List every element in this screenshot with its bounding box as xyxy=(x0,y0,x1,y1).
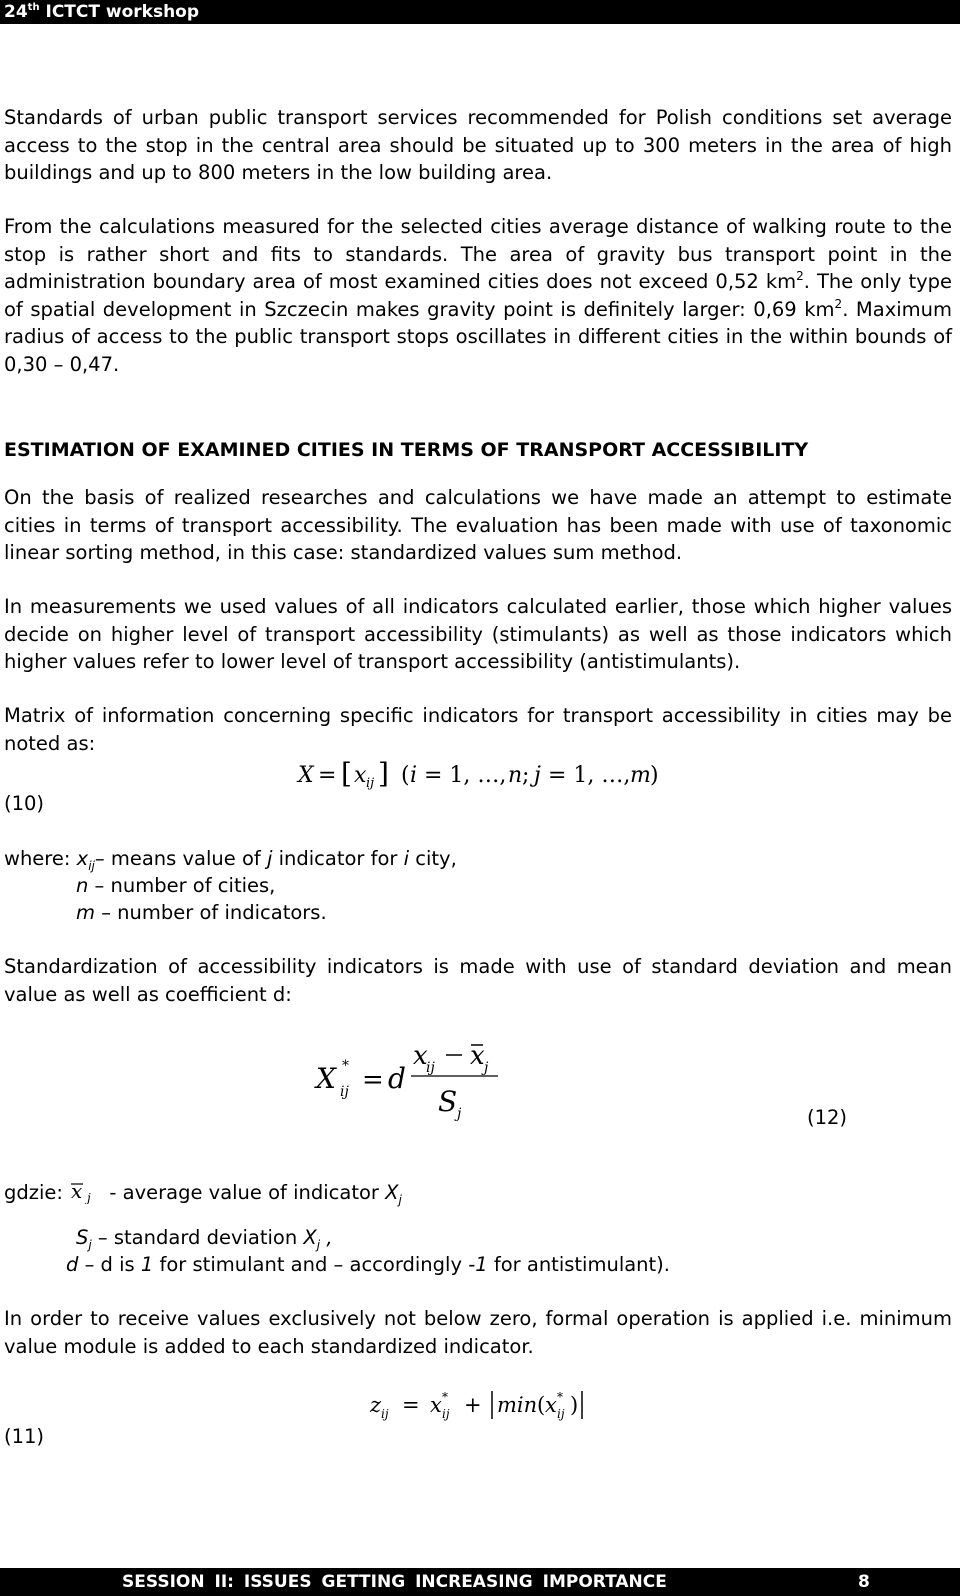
symbol-one: 1 xyxy=(140,1253,154,1276)
header-edition: 24 xyxy=(4,2,28,22)
where-line-m xyxy=(76,899,327,926)
svg-text:): ) xyxy=(650,763,659,788)
svg-text:]: ] xyxy=(378,757,389,790)
symbol-m: m xyxy=(76,901,95,924)
where-label: where: xyxy=(4,847,77,870)
gdzie-line-xbar xyxy=(4,1179,402,1214)
svg-text:x: x xyxy=(545,1393,557,1417)
paragraph-calculations-b: . The only type of spatial development in Szczecin makes gravity point is definitely larger: 0,69 km xyxy=(4,270,952,321)
symbol-minus-one: -1 xyxy=(468,1253,488,1276)
page-header xyxy=(0,0,960,24)
superscript-2-a: 2 xyxy=(796,269,804,283)
svg-text:): ) xyxy=(570,1393,579,1417)
svg-text:(: ( xyxy=(537,1393,546,1417)
paragraph-standards: Standards of urban public transport services recommended for Polish conditions set average access to the stop in the central area should be situated up to 300 meters in the area of high buildings and up to 800 meters in the low building area. xyxy=(4,106,952,184)
footer-page-number: 8 xyxy=(858,1572,870,1592)
n-desc: – number of cities, xyxy=(88,874,276,897)
paragraph-calculations xyxy=(4,213,952,378)
svg-text:j: j xyxy=(457,1106,462,1122)
formula-standardization xyxy=(312,1036,512,1126)
svg-text:=: = xyxy=(362,1065,384,1095)
equation-number-12: (12) xyxy=(807,1106,848,1129)
xbar-desc: - average value of indicator xyxy=(103,1181,386,1204)
svg-text:x: x xyxy=(413,1041,428,1071)
paragraph-operation: In order to receive values exclusively not below zero, formal operation is applied i.e. minimum value module is added to each standardized indicator. xyxy=(4,1307,952,1358)
d-desc2: for stimulant and – accordingly xyxy=(153,1253,469,1276)
symbol-X: X xyxy=(385,1181,399,1204)
paragraph-matrix: Matrix of information concerning specific indicators for transport accessibility in cities may be noted as: xyxy=(4,704,952,755)
svg-text:x: x xyxy=(430,1393,442,1417)
svg-text:*: * xyxy=(342,1058,349,1074)
symbol-i: i xyxy=(403,847,410,870)
svg-text:ij: ij xyxy=(557,1407,565,1421)
svg-text:=: = xyxy=(318,763,337,788)
svg-text:j: j xyxy=(87,1191,91,1204)
svg-text:= 1, …,: = 1, …, xyxy=(424,763,507,788)
gdzie-line-d xyxy=(66,1251,670,1278)
svg-text:x: x xyxy=(71,1180,83,1203)
svg-text:;: ; xyxy=(522,763,530,788)
equation-number-11: (11) xyxy=(4,1425,45,1448)
svg-text:ij: ij xyxy=(340,1084,349,1100)
svg-text:j: j xyxy=(534,763,541,788)
svg-text:[: [ xyxy=(341,757,352,790)
svg-text:n: n xyxy=(508,763,523,788)
page-footer xyxy=(0,1568,960,1596)
symbol-xbar-j xyxy=(69,1180,103,1204)
symbol-S-X: X xyxy=(303,1226,317,1249)
svg-text:ij: ij xyxy=(442,1407,450,1421)
paragraph-standardization: Standardization of accessibility indicators is made with use of standard deviation and mean value as well as coefficient d: xyxy=(4,955,952,1006)
paragraph-measurements: In measurements we used values of all indicators calculated earlier, those which higher values decide on higher level of transport accessibility (stimulants) as well as those indicators which higher values refer to lower level of transport accessibility (antistimulants). xyxy=(4,595,952,673)
paragraph-basis: On the basis of realized researches and calculations we have made an attempt to estimate cities in terms of transport accessibility. The evaluation has been made with use of taxonomic linear sorting method, in this case: standardized values sum method. xyxy=(4,486,952,564)
symbol-X-sub: j xyxy=(398,1192,402,1207)
svg-text:z: z xyxy=(370,1393,382,1417)
svg-text:(: ( xyxy=(401,763,410,788)
s-desc: – standard deviation xyxy=(91,1226,304,1249)
formula-matrix-x xyxy=(296,756,666,792)
symbol-j: j xyxy=(266,847,273,870)
header-workshop: ICTCT workshop xyxy=(39,2,200,22)
svg-text:S: S xyxy=(438,1085,458,1118)
gdzie-label: gdzie: xyxy=(4,1181,70,1204)
paragraph-calculations-c: . Maximum radius of access to the public transport stops oscillates in different cities in the within bounds of 0,30 – 0,47. xyxy=(4,297,953,376)
x-desc3: city, xyxy=(409,847,457,870)
symbol-S-X-sub: j xyxy=(316,1237,321,1252)
svg-text:x: x xyxy=(354,763,367,788)
svg-text:X: X xyxy=(316,1062,336,1095)
equation-number-10: (10) xyxy=(4,792,45,815)
header-edition-suffix: th xyxy=(27,2,40,13)
svg-text:x: x xyxy=(470,1041,485,1071)
svg-text:d: d xyxy=(388,1062,406,1095)
symbol-S-sub: j xyxy=(88,1237,92,1252)
svg-text:ij: ij xyxy=(381,1407,389,1421)
svg-text:+: + xyxy=(464,1393,482,1417)
paragraph-calculations-a: From the calculations measured for the selected cities average distance of walking route to the stop is rather short and fits to standards. The area of gravity bus transport point in the administration boundary area of most examined cities does not exceed 0,52 km xyxy=(4,215,952,293)
svg-text:m: m xyxy=(630,763,651,788)
svg-text:*: * xyxy=(557,1390,563,1404)
symbol-x: x xyxy=(76,847,89,870)
svg-text:X: X xyxy=(298,763,314,788)
svg-text:ij: ij xyxy=(426,1060,435,1076)
svg-text:i: i xyxy=(410,763,418,788)
footer-session-title: SESSION II: ISSUES GETTING INCREASING IMPORTANCE xyxy=(122,1572,667,1592)
superscript-2-b: 2 xyxy=(834,296,843,311)
symbol-S: S xyxy=(76,1226,89,1249)
svg-text:= 1, …,: = 1, …, xyxy=(548,763,631,788)
x-desc: – means value of xyxy=(94,847,267,870)
symbol-x-sub: ij xyxy=(88,858,95,873)
svg-text:=: = xyxy=(402,1393,420,1417)
symbol-d: d xyxy=(66,1253,79,1276)
svg-text:min: min xyxy=(497,1393,538,1417)
x-desc2: indicator for xyxy=(272,847,404,870)
svg-text:j: j xyxy=(484,1060,489,1076)
svg-text:*: * xyxy=(442,1390,448,1404)
where-line-n xyxy=(76,872,275,899)
d-desc: – d is xyxy=(78,1253,141,1276)
formula-nonnegative xyxy=(368,1385,618,1429)
d-desc3: for antistimulant). xyxy=(487,1253,670,1276)
symbol-n: n xyxy=(76,874,89,897)
s-tail: , xyxy=(320,1226,333,1249)
section-heading: ESTIMATION OF EXAMINED CITIES IN TERMS OF TRANSPORT ACCESSIBILITY xyxy=(4,439,809,461)
m-desc: – number of indicators. xyxy=(95,901,327,924)
svg-text:ij: ij xyxy=(366,776,375,791)
